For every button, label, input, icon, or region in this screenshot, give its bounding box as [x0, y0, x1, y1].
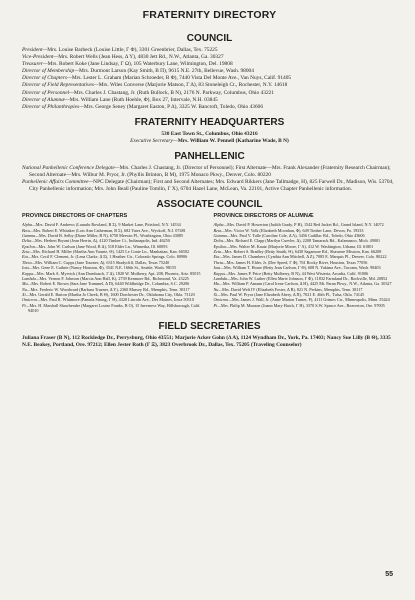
chapter-director-text: Mrs. John W. Carlson (Jane Wood, B Δ), 518 Elder Ln., Winnetka, Ill. 60093	[38, 243, 168, 249]
alumnae-column	[214, 213, 398, 313]
council-officer-text: Mrs. Durmont Larson (Kay Smith, B Π), 9615 N.E. 27th, Bellevue, Wash. 98004	[79, 68, 254, 75]
chapter-director-text: Mrs. Gerald E. Barton (Martha Jo Cheek, B Θ), 1600 Dorchester Dr., Oklahoma City, Okla. 73120	[29, 291, 195, 297]
chapter-director-role: Alpha—	[22, 222, 36, 228]
chapters-column	[22, 213, 206, 313]
executive-secretary-role: Executive Secretary—	[130, 137, 178, 144]
council-officer-role: President—	[22, 47, 48, 53]
page-title: FRATERNITY DIRECTORY	[142, 9, 277, 21]
chapter-director	[22, 303, 206, 314]
associate-council-heading: ASSOCIATE COUNCIL	[156, 199, 263, 211]
chapter-director-text: Mrs. Robert E. Whitaker (Lois Ann Catherman, B Σ), 682 Yates Ave., Wyckoff, N.J. 07481	[33, 227, 186, 233]
alumnae-director-text: Mrs. Richard E. Clapp (Marilyn Cuevler, Δ), 2208 Tamarack Rd., Kalamazoo, Mich. 49001	[226, 238, 381, 244]
field-secretaries-text: Juliana Fraser (B N), 112 Rockledge Dr., Perrysburg, Ohio 43551; Marjorie Acker Gohn (Δ Α), 1124 Wyndham Dr., York, Pa. 17403; Nancy Sue Lilly (B Θ), 3335 N.E. Beakey, Portland, Ore. 97212; Ellen Jester Roth (Γ Ξ), 3823 Overbrook Dr., Dallas, Tex. 75205 (Traveling Counselor)	[22, 335, 391, 349]
alumnae-director-text: Mrs. Walter M. Kautz (Marjorie Moore, Γ Α), 412 W. Washington, Urbana, Ill. 61801	[230, 243, 374, 249]
alumnae-director-text: Mrs. William T. Hoare (Betty Jean Carlson, Γ Θ), 608 N. Yakima Ave., Tacoma, Wash. 98403	[223, 265, 381, 271]
alumnae-director-text: Mrs. Paul W. Pryor (Jane Elizabeth Abery, Δ Π), 7021 E. 46th Pl., Tulsa, Okla. 74145	[220, 291, 365, 297]
council-officer-text: Mrs. Charles J. Chastang, Jr. (Ruth Bullock, B N), 2176 N. Parkway, Columbus, Ohio 43221	[73, 89, 275, 96]
chapter-director-text: Mrs. Cecil F. Clement, Jr. (Lena Clarke, Δ Ξ), 1 Heather Cir., Colorado Springs, Colo. 80906	[31, 254, 188, 260]
chapter-director-text: Mrs. David F. Andrews (Lauralu Rowland, B Σ), 9 Market Lane, Pittsford, N.Y. 14534	[35, 222, 181, 228]
alumnae-director-text: Mrs. Victor W. Volk (Elizabeth Moonhan, Φ), 649 Timber Lane, Devon, Pa. 19333	[224, 227, 364, 233]
council-officer	[22, 104, 397, 111]
council-officer-role: Vice-President—	[22, 54, 59, 61]
alumnae-director	[214, 303, 398, 308]
council-officer-text: Mrs. William Lane (Ruth Hoehle, Φ), Box 27, Intervale, N.H. 03845	[69, 96, 218, 103]
council-officer-role: Director of Field Representatives—	[22, 82, 99, 89]
alumnae-director-text: Mrs. David P. Howerton (Judith Grady, Ρ Η), 1542 Red Jacket Rd., Grand Island, N.Y. 14072	[227, 222, 384, 228]
alumnae-director-role: Iota—	[213, 265, 224, 271]
chapters-list	[22, 222, 206, 313]
alumnae-director-role: Theta—	[213, 259, 227, 265]
alumnae-director-role: Epsilon—	[213, 243, 231, 249]
council-officer-text: Mrs. Louise Barbeck (Louise Little, Γ Φ), 3301 Greenbrier, Dallas, Tex. 75225	[47, 47, 218, 53]
alumnae-director-role: Mu—	[213, 281, 223, 287]
alumnae-director-text: Mrs. Paul V. Tulle (Caroline Cole, Δ Λ), 3456 Cadillac Rd., Toledo, Ohio 43606	[230, 233, 365, 239]
chapter-director-role: Epsilon—	[22, 243, 39, 249]
headquarters-address: 530 East Town St., Columbus, Ohio 43216	[161, 130, 258, 137]
council-officer-role: Director of Personnel—	[22, 89, 74, 96]
chapter-director-text: Mrs. Gene E. Cuthrie (Nancy Houston, Φ), 3541 N.E. 166th St., Seattle, Wash. 98155	[32, 265, 177, 271]
chapter-director-text: Mrs. Vernon F. Johnson (Marcia Ann Hall, K), 2739 Kenmore Rd., Richmond, Va. 23225	[39, 275, 189, 281]
chapter-director-role: Omicron—	[22, 297, 41, 303]
council-officer-role: Director of Chapters—	[22, 75, 72, 82]
panhellenic-paragraph	[22, 179, 397, 193]
chapter-director-role: Eta—	[22, 254, 32, 260]
chapter-director-role: Nu—	[22, 286, 31, 292]
panhellenic-paragraph-role: Panhellenic Affairs Committee—	[22, 179, 94, 186]
chapter-director-role: Theta—	[22, 259, 36, 265]
alumnae-director-text: Mrs. Philip M. Munson (Joann Mary Hatch, Γ Η), 3370 S.W. Spruce Ave., Beaverton, Ore. 97005	[220, 302, 385, 308]
alumnae-director-role: Nu—	[213, 286, 223, 292]
alumnae-director-role: Eta—	[213, 254, 224, 260]
panhellenic-paragraph-text: NPC Delegate (Chairman); First and Second Alternates; Mrs. Edward Rikkers (Jane Tallmadge, H), 825 Farwell Dr., Madison, Wis. 53704, City Panhellenic information; Mrs. John Beall (Pauline Tomlin, Γ Χ), 6704 Hazel Lane, McLean, Va. 22101, Active Chapter Panhellenic information.	[29, 179, 394, 193]
alumnae-director-text: Mrs. James D. Chambers (Cynthia Ann Mitchell, Δ Ζ), 7085 E. Marquis Pl., Denver, Colo. 80222	[223, 254, 387, 260]
executive-secretary-name: Mrs. William W. Pennell (Katharine Wade, B N)	[177, 137, 289, 144]
chapter-director-role: Pi—	[22, 302, 30, 308]
panhellenic-heading: PANHELLENIC	[174, 151, 245, 163]
chapter-director-text: Mrs. William C. Cupps (Jane Tourner, Δ), 6315 Shadycliff, Dallas, Texas 75240	[35, 259, 170, 265]
chapter-director-role: Iota—	[22, 265, 33, 271]
chapter-director-text: Mrs. Mark A. Myrvick (Ann Dornbusch, Γ Δ), 1820 W. Mulberry, Apt. 208, Phoenix, Ariz. 85015	[36, 270, 201, 276]
alumnae-director-role: Beta—	[213, 227, 225, 233]
council-heading: COUNCIL	[186, 33, 233, 44]
council-officer-text: Mrs. Robert Wells (Jean Hess, Δ Υ), 4830 Jett Rd., N.W., Atlanta, Ga. 30327	[58, 54, 224, 61]
chapter-director-role: Zeta—	[22, 249, 34, 255]
chapter-director-text: Mrs. Robert E. Brown (Sara Jane Trammel, Δ Π), 6440 Wildbridge Dr., Columbia, S.C. 29206	[31, 281, 190, 287]
alumnae-director-role: Delta—	[213, 238, 227, 244]
panhellenic-paragraph	[22, 165, 397, 179]
council-officer-role: Director of Membership—	[22, 68, 79, 75]
chapter-director-role: Gamma—	[22, 233, 39, 239]
alumnae-list	[214, 222, 398, 308]
alumnae-director-role: Gamma—	[213, 233, 231, 239]
chapter-director-role: Kappa—	[22, 270, 37, 276]
alumnae-director-role: Xi—	[213, 291, 221, 297]
council-officer-role: Treasurer—	[22, 61, 48, 68]
panhellenic-paragraph-text: Mrs. Charles J. Chastang, Jr. (Director of Personnel); First Alternate—Mrs. Frank Alexander (Fraternity Research Chairman); Second Alternate—Mrs. Wilbur M. Pryor, Jr. (Phyllis Brinton, B M), 1975 Monaco Pkwy., Denver, Colo. 80220	[29, 165, 391, 179]
chapter-director-role: Lambda—	[22, 275, 40, 281]
alumnae-director-role: Zeta—	[213, 249, 225, 255]
alumnae-director-text: Mrs. Robert S. Bradley (Betty Smith, Θ), 6430 Sagamore Rd., Shawnee Mission, Kan. 66208	[224, 249, 382, 255]
chapter-director-text: Mrs. Frederic W. Woodward (Barbara Truener, Δ Υ), 2360 Massey Rd., Memphis, Tenn. 38117	[30, 286, 190, 292]
alumnae-director-role: Omicron—	[213, 297, 232, 303]
alumnae-column-heading: PROVINCE DIRECTORS OF ALUMNÆ	[213, 213, 314, 220]
alumnae-director-text: Mrs. William P. Amann (Carol Irene Carlson, Δ Η), 4425 Mt. Paran Pkwy., N.W., Atlanta, Ga. 30327	[222, 281, 392, 287]
alumnae-director-text: Mrs. David Welt IV (Elizabeth Foster, Δ Β), 821 N. Perkins, Memphis, Tenn. 38117	[222, 286, 363, 292]
chapter-director-role: Beta—	[22, 227, 34, 233]
panhellenic-paragraph-role: National Panhellenic Conference Delegate—	[22, 165, 120, 172]
council-officer-text: Mrs. George Seney (Margaret Easton, Ρ Δ), 3325 W. Bancroft, Toledo, Ohio 43606	[83, 103, 264, 110]
chapter-director-role: Delta—	[22, 238, 36, 244]
alumnae-director-role: Kappa—	[213, 270, 229, 276]
chapter-director-role: Xi—	[22, 291, 30, 297]
council-officer-text: Mrs. Robert Koke (Jane Lindsay, Γ Ω), 105 Waterbury Lane, Wilmington, Del. 19808	[47, 61, 233, 68]
alumnae-director-role: Alpha—	[213, 222, 228, 228]
alumnae-director-text: Mrs. James P. Price (Betty Mulberry, B Ν), 44 West Wisteria, Arcadia, Calif. 91006	[228, 270, 369, 276]
chapter-director-text: Mrs. Herbert Bryant (Jean Herrin, Δ), 4120 Timber Ct., Indianapolis, Ind. 46250	[35, 238, 170, 244]
page-number: 55	[385, 571, 393, 578]
field-secretaries-heading: FIELD SECRETARIES	[158, 321, 261, 333]
alumnae-director-text: Mrs. John W. Luther (Ellen Marie Johnson, Γ Φ), 11832 Farmland Dr., Rockville, Md. 20852	[230, 275, 388, 281]
chapter-director-text: Mrs. Richard H. Miller (Martha Ann Younie, Θ), 1425 Le Conte Ln., Manhattan, Kan. 66502	[33, 249, 190, 255]
alumnae-director-role: Pi—	[213, 302, 221, 308]
council-officer-role: Director of Philanthropies—	[22, 103, 84, 110]
panhellenic-list	[22, 165, 397, 193]
council-officer-text: Mrs. Wiles Converse (Marjorie Matson, Γ Δ), 83 Stoneleigh Ct., Rochester, N.Y. 14618	[98, 82, 288, 89]
chapter-director-text: Mrs. David B. Selby (Diane Miller, B N), 6750 Merwin Pl., Worthington, Ohio 43085	[38, 233, 184, 239]
council-officer-role: Director of Alumnæ—	[22, 96, 70, 103]
council-list	[22, 47, 397, 111]
chapter-director-role: Mu—	[22, 281, 32, 287]
associate-council-columns	[22, 213, 397, 313]
council-officer	[22, 82, 397, 89]
alumnae-director-role: Lambda—	[213, 275, 231, 281]
alumnae-director-text: Mrs. James H. Elder, Jr. (Dee Speed, Γ Φ), 761 Rocky River, Houston, Texas 77056	[226, 259, 368, 265]
chapters-column-heading: PROVINCE DIRECTORS OF CHAPTERS	[22, 213, 128, 220]
headquarters-heading: FRATERNITY HEADQUARTERS	[134, 116, 285, 128]
council-officer-text: Mrs. Lester L. Graham (Marian Schroeder, B Φ), 7440 Vista Del Monte Ave., Van Nuys, Calif. 91405	[71, 75, 292, 82]
council-officer	[22, 97, 397, 104]
council-officer	[22, 90, 397, 97]
executive-secretary	[22, 138, 397, 145]
alumnae-director-text: Mrs. James J. Wall, Jr. (Anne Marion Turner, Ρ), 4111 Grimes Cir., Minneapolis, Minn. 55424	[231, 297, 390, 303]
chapter-director-text: Mrs. Paul R. Whitmore (Pamela Strong, Γ Θ), 4320 Lincoln Ave., Des Moines, Iowa 50310	[40, 297, 194, 303]
chapter-director-text: Mrs. H. Marshall Shawhender (Margaret Louise Franks, B Ο), 15 Inverness Way, Hillsborough, Calif. 94010	[28, 302, 201, 313]
